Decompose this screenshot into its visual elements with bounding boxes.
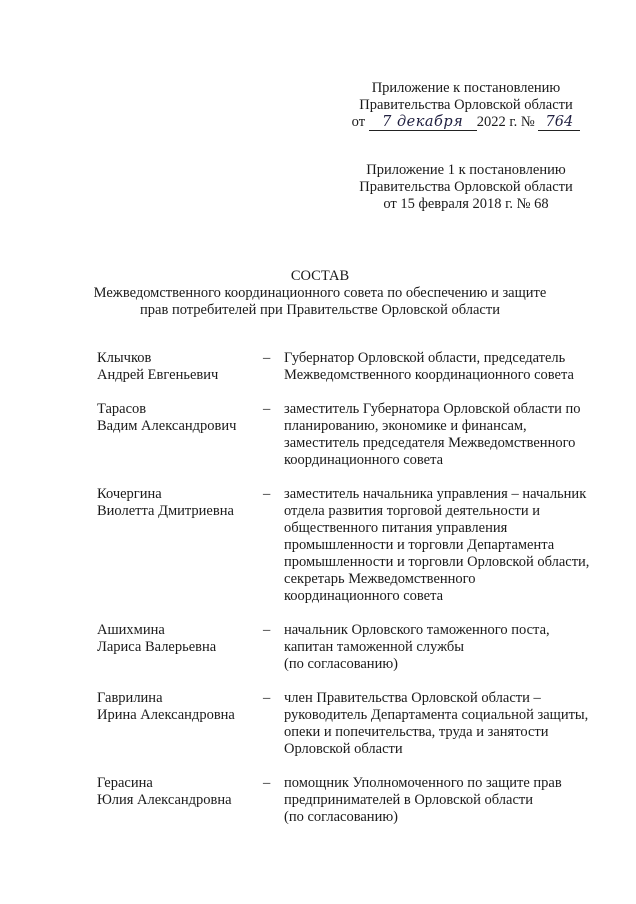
member-position-line: предпринимателей в Орловской области bbox=[284, 792, 533, 808]
member-name bbox=[97, 690, 263, 758]
document-title bbox=[80, 268, 560, 319]
handwritten-date: 7 декабря bbox=[369, 115, 477, 131]
member-dash: – bbox=[263, 401, 271, 417]
title-heading: СОСТАВ bbox=[290, 268, 350, 284]
member-position-line: (по согласованию) bbox=[284, 809, 398, 825]
appendix-current-line1: Приложение к постановлению bbox=[371, 80, 561, 96]
member-position-line: Межведомственного координационного совета bbox=[284, 367, 574, 383]
member-dash: – bbox=[263, 775, 271, 791]
member-name bbox=[97, 350, 263, 384]
member-position-line: член Правительства Орловской области – bbox=[284, 690, 541, 706]
member-position-line: планированию, экономике и финансам, bbox=[284, 418, 527, 434]
member-given-names: Вадим Александрович bbox=[97, 418, 237, 434]
appendix-current-date-line bbox=[350, 114, 582, 131]
member-position-line: начальник Орловского таможенного поста, bbox=[284, 622, 550, 638]
year-text: 2022 г. bbox=[476, 114, 518, 130]
member-position-line: опеки и попечительства, труда и занятости bbox=[284, 724, 549, 740]
member-row bbox=[97, 775, 597, 826]
member-surname: Ашихмина bbox=[97, 622, 165, 638]
member-name bbox=[97, 401, 263, 469]
number-sign: № bbox=[520, 114, 535, 130]
appendix-current-header bbox=[350, 80, 582, 131]
handwritten-number: 764 bbox=[538, 115, 580, 131]
members-list bbox=[97, 350, 597, 843]
member-position bbox=[284, 486, 594, 605]
member-dash: – bbox=[263, 350, 271, 366]
member-position-line: заместитель председателя Межведомственного bbox=[284, 435, 576, 451]
appendix-previous-line2: Правительства Орловской области bbox=[359, 179, 573, 195]
member-given-names: Юлия Александровна bbox=[97, 792, 232, 808]
appendix-current-line2: Правительства Орловской области bbox=[359, 97, 573, 113]
member-position-line: отдела развития торговой деятельности и bbox=[284, 503, 540, 519]
member-position-line: промышленности и торговли Орловской области, bbox=[284, 554, 590, 570]
member-position bbox=[284, 350, 594, 384]
member-position-line: капитан таможенной службы bbox=[284, 639, 465, 655]
member-position-line: координационного совета bbox=[284, 452, 444, 468]
member-row bbox=[97, 350, 597, 384]
member-given-names: Виолетта Дмитриевна bbox=[97, 503, 234, 519]
from-prefix: от bbox=[351, 114, 366, 130]
member-row bbox=[97, 690, 597, 758]
title-line1: Межведомственного координационного совета по обеспечению и защите bbox=[93, 285, 547, 301]
member-dash: – bbox=[263, 690, 271, 706]
member-row bbox=[97, 622, 597, 673]
member-name bbox=[97, 775, 263, 826]
appendix-previous-header bbox=[350, 162, 582, 213]
member-surname: Клычков bbox=[97, 350, 152, 366]
member-position bbox=[284, 690, 594, 758]
member-dash: – bbox=[263, 486, 271, 502]
appendix-previous-line1: Приложение 1 к постановлению bbox=[366, 162, 566, 178]
member-name bbox=[97, 622, 263, 673]
member-name bbox=[97, 486, 263, 605]
member-position-line: секретарь Межведомственного bbox=[284, 571, 476, 587]
member-dash: – bbox=[263, 622, 271, 638]
member-position bbox=[284, 775, 594, 826]
member-position-line: общественного питания управления bbox=[284, 520, 508, 536]
member-given-names: Ирина Александровна bbox=[97, 707, 235, 723]
member-position bbox=[284, 622, 594, 673]
appendix-previous-line3: от 15 февраля 2018 г. № 68 bbox=[383, 196, 549, 212]
member-position-line: заместитель начальника управления – начальник bbox=[284, 486, 587, 502]
member-position-line: промышленности и торговли Департамента bbox=[284, 537, 555, 553]
member-given-names: Лариса Валерьевна bbox=[97, 639, 217, 655]
title-line2: прав потребителей при Правительстве Орловской области bbox=[140, 302, 500, 318]
member-surname: Герасина bbox=[97, 775, 153, 791]
member-surname: Тарасов bbox=[97, 401, 147, 417]
member-surname: Гаврилина bbox=[97, 690, 163, 706]
member-row bbox=[97, 486, 597, 605]
member-position-line: Губернатор Орловской области, председатель bbox=[284, 350, 566, 366]
member-row bbox=[97, 401, 597, 469]
member-position-line: помощник Уполномоченного по защите прав bbox=[284, 775, 562, 791]
member-given-names: Андрей Евгеньевич bbox=[97, 367, 219, 383]
member-position-line: Орловской области bbox=[284, 741, 403, 757]
member-position-line: руководитель Департамента социальной защиты, bbox=[284, 707, 589, 723]
member-position-line: заместитель Губернатора Орловской области по bbox=[284, 401, 581, 417]
member-position-line: (по согласованию) bbox=[284, 656, 398, 672]
member-surname: Кочергина bbox=[97, 486, 162, 502]
member-position-line: координационного совета bbox=[284, 588, 444, 604]
member-position bbox=[284, 401, 594, 469]
